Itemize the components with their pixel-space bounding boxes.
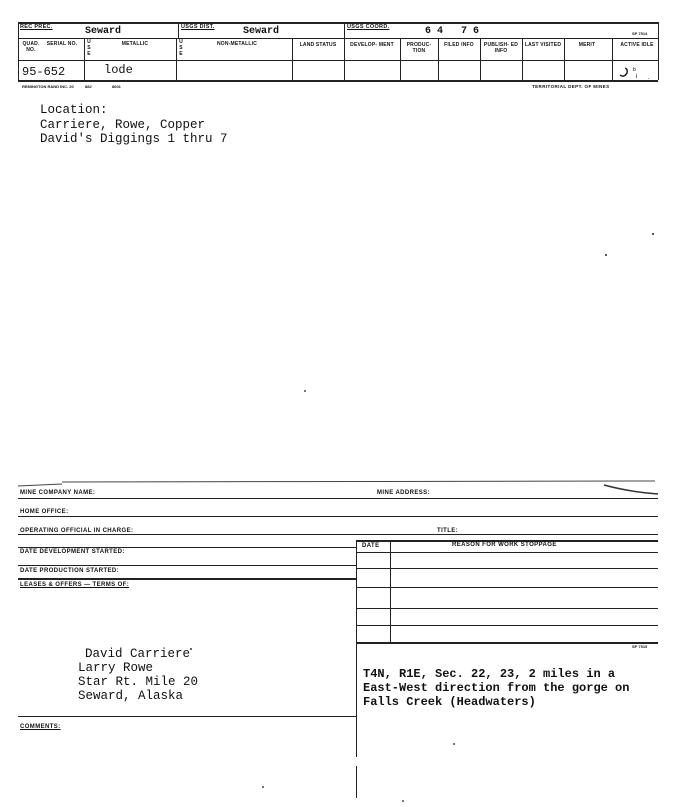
legal-line-3: Falls Creek (Headwaters) [363,695,536,709]
form-code-top: SP 7514 [632,31,648,36]
mine-company-label: MINE COMPANY NAME: [20,490,96,496]
check-mark-icon [618,64,658,80]
svg-text:b: b [633,67,636,73]
agency-label: TERRITORIAL DEPT. OF MINES [532,84,610,89]
location-heading: Location: [40,103,108,117]
legal-line-1: T4N, R1E, Sec. 22, 23, 2 miles in a [363,667,616,681]
col-production: PRODUC- TION [406,42,432,54]
mine-address-label: MINE ADDRESS: [377,490,430,496]
card-edge [0,470,678,500]
bottom-card [0,470,678,807]
col-use-right: U S E [179,39,183,57]
speck [304,390,306,392]
svg-text:.: . [648,75,650,80]
col-published-info: PUBLISH- ED INFO [483,42,519,54]
metallic-value: lode [104,63,133,77]
svg-text:i: i [636,74,638,80]
speck [605,254,607,256]
speck [402,800,404,802]
legal-line-2: East-West direction from the gorge on [363,681,630,695]
printer-code-2: 8601 [112,84,121,89]
usgs-dist-label: USGS DIST. [181,24,215,30]
col-development: DEVELOP- MENT [350,42,394,48]
date-col-label: DATE [362,543,380,549]
printer-code-1: 882 [85,84,92,89]
speck [262,786,264,788]
col-active-idle: ACTIVE IDLE [620,42,654,48]
usgs-dist-value: Seward [243,26,280,37]
prod-started-label: DATE PRODUCTION STARTED: [20,568,120,574]
dev-started-label: DATE DEVELOPMENT STARTED: [20,549,125,555]
form-code-bottom: SP 7515 [632,644,648,649]
col-filed-info: FILED INFO [444,42,474,48]
col-land-status: LAND STATUS [299,42,337,48]
home-office-label: HOME OFFICE: [20,509,69,515]
speck [453,743,455,745]
owner-line-3: Star Rt. Mile 20 [78,675,199,689]
usgs-coord-label: USGS COORD. [347,24,390,30]
speck [190,648,192,650]
col-quad-no: QUAD. NO. [22,41,40,53]
col-merit: MERIT [578,42,596,48]
rec-prec-value: Seward [85,26,122,37]
col-metallic: METALLIC [121,41,149,47]
speck [652,233,654,235]
location-line-2: David's Diggings 1 thru 7 [40,132,228,146]
usgs-coord-value: 6 4 7 6 [425,26,480,37]
location-line-1: Carriere, Rowe, Copper [40,118,206,132]
comments-label: COMMENTS: [20,724,61,730]
rec-prec-label: REC PREC. [20,24,53,30]
operating-official-label: OPERATING OFFICIAL IN CHARGE: [20,528,134,534]
col-use-left: U S E [87,39,91,57]
owner-line-4: Seward, Alaska [78,689,184,703]
reason-col-label: REASON FOR WORK STOPPAGE [452,542,557,548]
col-last-visited: LAST VISITED [524,42,562,48]
top-card [0,0,678,95]
leases-label: LEASES & OFFERS — TERMS OF: [20,582,130,588]
title-label: TITLE: [437,528,459,534]
quad-serial-value: 95-652 [22,65,66,79]
col-non-metallic: NON-METALLIC [216,41,258,47]
col-serial-no: SERIAL NO. [46,41,78,47]
printer-line: REMINGTON RAND INC. 20 [22,84,74,89]
owner-line-2: Larry Rowe [78,661,154,675]
owner-line-1: David Carriere [85,647,191,661]
